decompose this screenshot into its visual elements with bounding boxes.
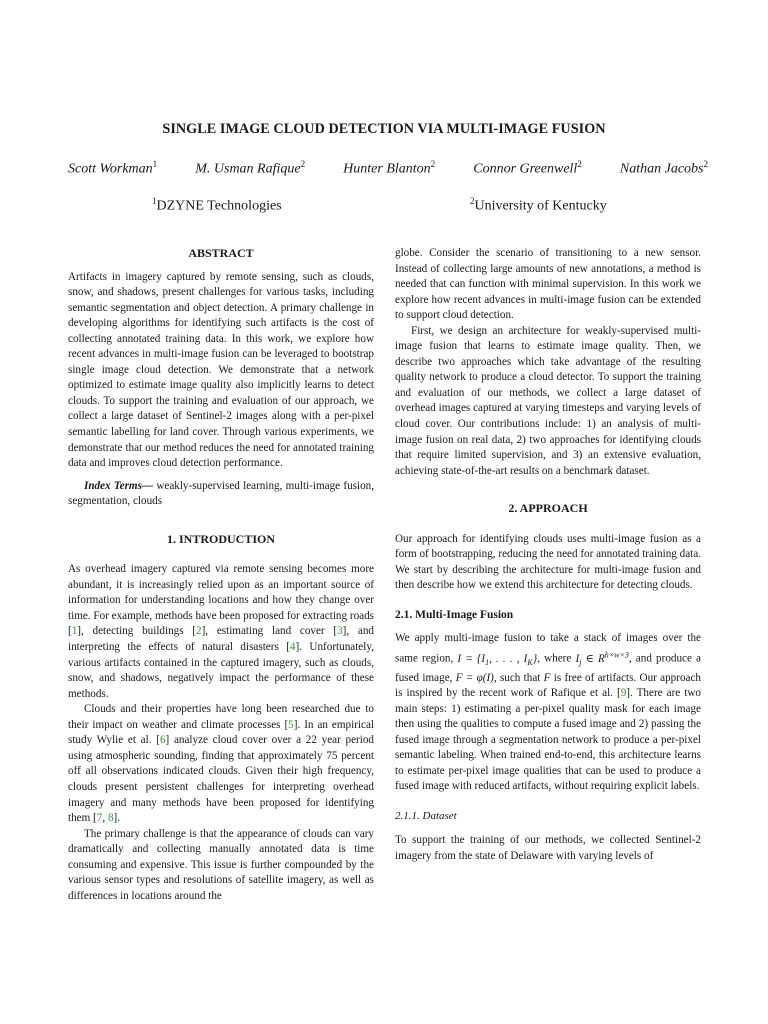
math-expression: F: [543, 671, 551, 684]
body-paragraph: To support the training of our methods, we collected Sentinel-2 imagery from the state of Delaware with varying levels of: [395, 834, 701, 862]
subsection-heading: 2.1. Multi-Image Fusion: [395, 608, 514, 621]
citation-link[interactable]: 8: [107, 812, 114, 825]
author-list: [68, 159, 708, 178]
math-expression: $I = \{I_1$, . . . , $I_K$}: [457, 652, 538, 667]
index-terms: Index Terms— weakly-supervised learning, multi-image fusion, segmentation, clouds: [68, 479, 374, 508]
author: Connor Greenwell$^2$: [473, 159, 582, 177]
body-paragraph: First, we design an architecture for weakly-supervised multi-image fusion that learns to estimate image quality. Then, we describe two approaches which take advantage of the resulting quality network to produce a cloud detector. To support the training and evaluation of our methods, we collect a large dataset of overhead images captured at varying timesteps and varying levels of cloud cover. Our contributions include: 1) an analysis of multi-image fusion on real data, 2) two approaches for identifying clouds that require limited supervision, and 3) an extensive evaluation, achieving state-of-the-art results on a benchmark dataset.: [395, 324, 701, 477]
intro-paragraph: Clouds and their properties have long been researched due to their impact on weather and climate processes [5]. In an empirical study Wylie et al. [6] analyze cloud cover over a 22 year period using atmospheric sounding, finding that approximately 75 percent off all observations indicated clouds. Given their high frequency, clouds present persistent challenges for interpreting overhead imagery and many methods have been proposed for identifying them [7, 8].: [68, 703, 374, 825]
citation-link[interactable]: 6: [159, 734, 166, 747]
author: Scott Workman$^1$: [68, 159, 158, 177]
right-column: [395, 246, 701, 865]
affiliation: $^1$DZYNE Technologies: [152, 196, 282, 214]
citation-link[interactable]: 3: [337, 625, 343, 638]
citation-link[interactable]: 2: [196, 625, 202, 638]
body-paragraph: Our approach for identifying clouds uses multi-image fusion as a form of bootstrapping, reducing the need for annotated training data. We start by describing the architecture for multi-image fusion and then describe how we extend this architecture for detecting clouds.: [395, 532, 701, 592]
author: Nathan Jacobs$^2$: [619, 159, 708, 177]
left-column: [68, 246, 374, 904]
citation-link[interactable]: 4: [289, 641, 296, 654]
approach-heading: 2. APPROACH: [508, 501, 588, 516]
intro-paragraph: As overhead imagery captured via remote sensing becomes more abundant, it is increasingly relied upon as an important source of information for understanding locations and how they change over time. For example, methods have been proposed for extracting roads [1], detecting buildings [2], estimating land cover [3], and interpreting the effects of natural disasters [4]. Unfortunately, various artifacts contained in the captured imagery, such as clouds, snow, and shadows, negatively impact the performance of these methods.: [68, 563, 374, 700]
math-expression: $I_j$ ∈ $R^{h\times w\times 3}$: [575, 650, 629, 667]
author: Hunter Blanton$^2$: [343, 159, 436, 177]
citation-link[interactable]: 1: [71, 625, 78, 638]
author: M. Usman Rafique$^2$: [195, 159, 306, 177]
affiliation: $^2$University of Kentucky: [470, 196, 607, 214]
abstract-heading: ABSTRACT: [188, 246, 254, 260]
body-paragraph: globe. Consider the scenario of transitioning to a new sensor. Instead of collecting large amounts of new annotations, a method is needed that can function with minimal supervision. In this work we explore how recent advances in multi-image fusion can be extended to support cloud detection.: [395, 247, 701, 322]
math-expression: F = φ(I): [455, 671, 494, 684]
subsubsection-heading: 2.1.1. Dataset: [395, 809, 457, 822]
citation-link[interactable]: 5: [288, 718, 294, 731]
abstract-text: Artifacts in imagery captured by remote sensing, such as clouds, snow, and shadows, present challenges for various tasks, including semantic segmentation and object detection. A primary challenge in developing algorithms for identifying such artifacts is the cost of collecting annotated training data. In this work, we explore how recent advances in multi-image fusion can be leveraged to bootstrap single image cloud detection. We demonstrate that a network optimized to estimate image quality also implicitly learns to detect clouds. To support the training and evaluation of our approach, we collect a large dataset of Sentinel-2 images along with a per-pixel semantic labelling for land cover. Through various experiments, we demonstrate that our method reduces the need for annotated training data and improves cloud detection performance.: [68, 270, 374, 470]
body-paragraph: We apply multi-image fusion to take a stack of images over the same region, $I = \{I_1$, . . . , $I_K$}, where $I_j$ ∈ $R^{h\times w\times 3}$, and produce a fused image, F = φ(I), such that F is free of artifacts. Our approach is inspired by the recent work of Rafique et al. [9]. There are two main steps: 1) estimating a per-pixel quality mask for each image then using the qualities to compute a fused image and 2) passing the fused image through a segmentation network to produce a per-pixel semantic labeling. When trained end-to-end, this architecture learns to estimate per-pixel image qualities that can be used to produce a fused image with reduced artifacts, without requiring explicit labels.: [395, 632, 702, 793]
introduction-heading: 1. INTRODUCTION: [166, 531, 275, 546]
paper-title: SINGLE IMAGE CLOUD DETECTION VIA MULTI-IMAGE FUSION: [162, 121, 606, 137]
intro-paragraph: The primary challenge is that the appearance of clouds can vary dramatically and collecting manually annotated data is time consuming and expensive. This issue is further compounded by the various sensor types and resolutions of satellite imagery, as well as differences in locations around the: [68, 827, 374, 902]
citation-link[interactable]: 7: [96, 812, 103, 825]
citation-link[interactable]: 9: [620, 687, 627, 700]
